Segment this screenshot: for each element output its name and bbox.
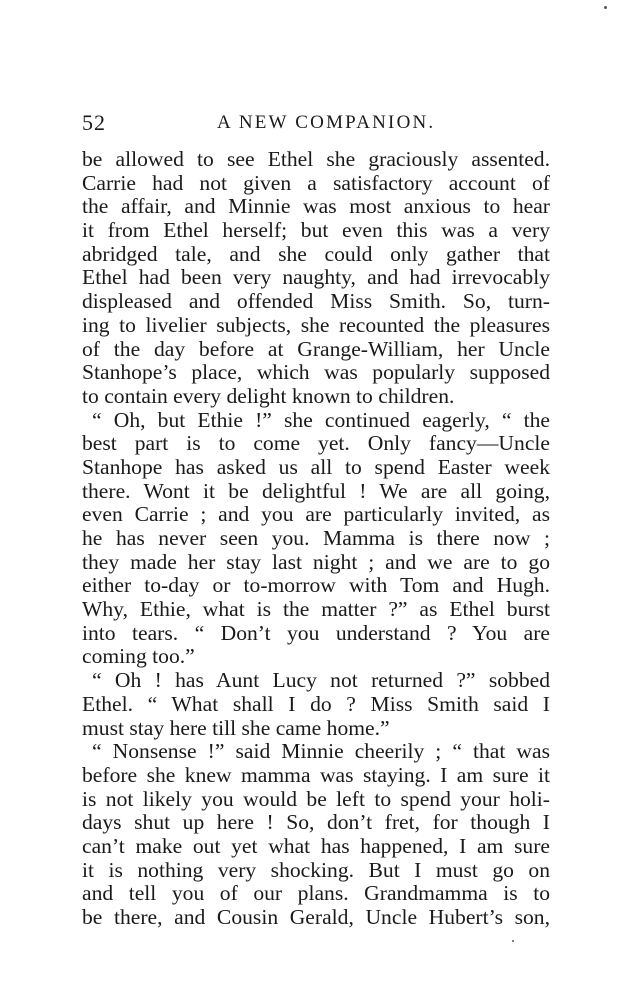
page-number: 52 bbox=[82, 110, 106, 135]
text-line: Ethel had been very naughty, and had irrevocably bbox=[82, 265, 550, 290]
text-line: abridged tale, and she could only gather that bbox=[82, 241, 550, 266]
text-line: to contain every delight known to children. bbox=[82, 383, 455, 408]
scan-speck bbox=[512, 940, 514, 942]
text-line: “ Oh, but Ethie !” she continued eagerly, “ the bbox=[92, 407, 550, 432]
text-line: it is nothing very shocking. But I must go on bbox=[82, 857, 550, 882]
text-line: Carrie had not given a satisfactory account of bbox=[82, 170, 550, 195]
scan-speck bbox=[604, 6, 607, 9]
text-line: displeased and offended Miss Smith. So, turn- bbox=[82, 289, 550, 314]
text-line: before she knew mamma was staying. I am sure it bbox=[82, 762, 550, 787]
text-line: Stanhope’s place, which was popularly supposed bbox=[82, 360, 550, 385]
running-head: A NEW COMPANION. bbox=[217, 112, 436, 133]
text-line: “ Oh ! has Aunt Lucy not returned ?” sobbed bbox=[92, 668, 550, 693]
text-line: he has never seen you. Mamma is there now ; bbox=[82, 526, 550, 550]
text-line: even Carrie ; and you are particularly invited, as bbox=[82, 502, 550, 527]
text-line: Why, Ethie, what is the matter ?” as Ethel burst bbox=[82, 597, 550, 622]
text-line: and tell you of our plans. Grandmamma is to bbox=[82, 881, 550, 906]
text-line: into tears. “ Don’t you understand ? You are bbox=[82, 620, 550, 645]
text-line: the affair, and Minnie was most anxious to hear bbox=[82, 194, 550, 219]
text-line: “ Nonsense !” said Minnie cheerily ; “ that was bbox=[92, 739, 550, 764]
text-line: they made her stay last night ; and we are to go bbox=[82, 549, 550, 574]
text-line: it from Ethel herself; but even this was a very bbox=[82, 218, 550, 243]
text-line: be there, and Cousin Gerald, Uncle Hubert’s son, bbox=[82, 905, 550, 929]
page-header bbox=[82, 110, 548, 140]
text-line: must stay here till she came home.” bbox=[82, 715, 390, 740]
text-line: be allowed to see Ethel she graciously assented. bbox=[82, 147, 550, 171]
text-line: there. Wont it be delightful ! We are all going, bbox=[82, 478, 550, 503]
text-line: ing to livelier subjects, she recounted the pleasures bbox=[82, 312, 550, 337]
text-line: Stanhope has asked us all to spend Easter week bbox=[82, 454, 550, 479]
body-text bbox=[82, 148, 550, 930]
text-line: either to-day or to-morrow with Tom and Hugh. bbox=[82, 573, 550, 598]
text-line: Ethel. “ What shall I do ? Miss Smith said I bbox=[82, 691, 550, 716]
text-line: best part is to come yet. Only fancy—Uncle bbox=[82, 431, 550, 456]
text-line: of the day before at Grange-William, her Uncle bbox=[82, 336, 550, 361]
text-line: days shut up here ! So, don’t fret, for though I bbox=[82, 810, 550, 835]
text-line: coming too.” bbox=[82, 644, 195, 669]
text-line: is not likely you would be left to spend your holi- bbox=[82, 786, 550, 811]
text-line: can’t make out yet what has happened, I am sure bbox=[82, 833, 550, 858]
